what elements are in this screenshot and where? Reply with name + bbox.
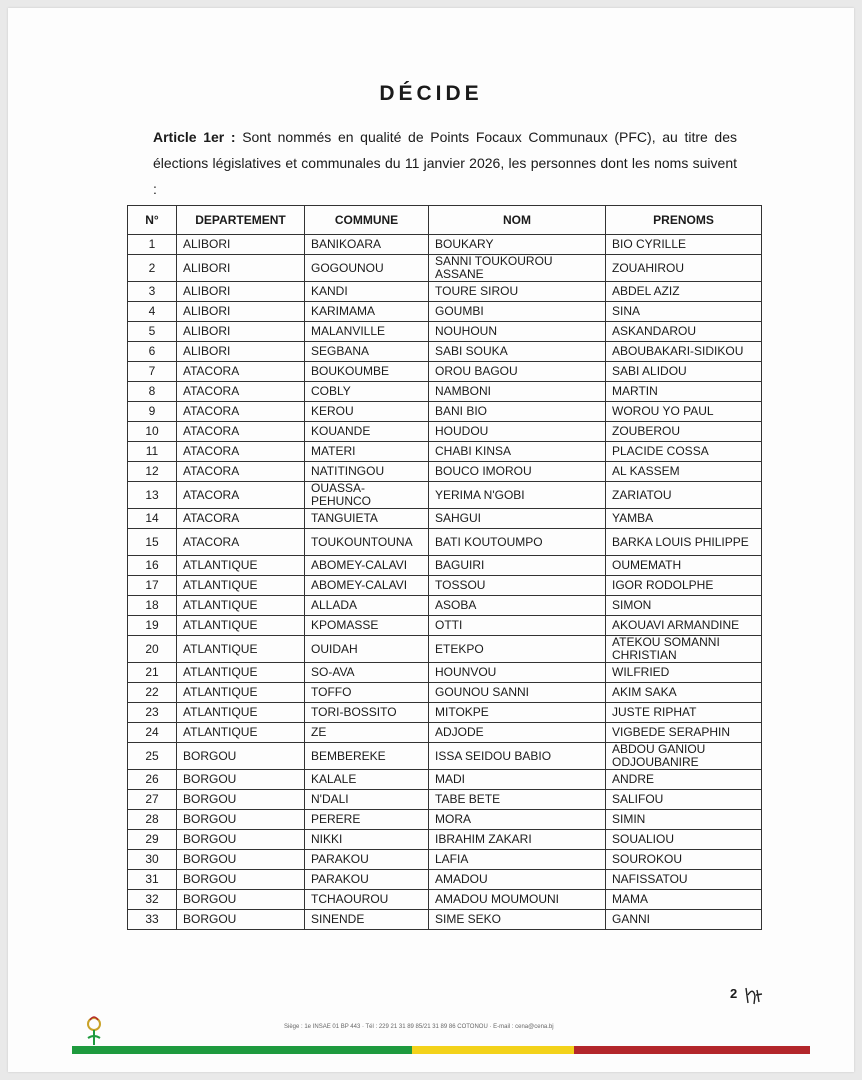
cell-number: 10 [128, 422, 177, 442]
article-paragraph [153, 124, 737, 202]
cell-commune: SO-AVA [305, 663, 429, 683]
table-row [128, 422, 762, 442]
table-row [128, 810, 762, 830]
cell-departement: ATLANTIQUE [177, 616, 305, 636]
cell-nom: YERIMA N'GOBI [429, 482, 606, 509]
cell-nom: BATI KOUTOUMPO [429, 529, 606, 556]
cell-prenoms: WOROU YO PAUL [606, 402, 762, 422]
cell-departement: BORGOU [177, 790, 305, 810]
cell-commune: TOUKOUNTOUNA [305, 529, 429, 556]
cell-departement: ALIBORI [177, 282, 305, 302]
cell-number: 13 [128, 482, 177, 509]
cell-departement: ATLANTIQUE [177, 636, 305, 663]
cell-departement: BORGOU [177, 770, 305, 790]
cell-prenoms: SOUALIOU [606, 830, 762, 850]
cell-departement: ALIBORI [177, 342, 305, 362]
flag-color-band [72, 1046, 810, 1054]
table-row [128, 723, 762, 743]
cell-prenoms: ABOUBAKARI-SIDIKOU [606, 342, 762, 362]
cell-prenoms: SABI ALIDOU [606, 362, 762, 382]
cell-commune: PARAKOU [305, 850, 429, 870]
cell-departement: BORGOU [177, 850, 305, 870]
cell-prenoms: SOUROKOU [606, 850, 762, 870]
cell-commune: BEMBEREKE [305, 743, 429, 770]
cell-prenoms: JUSTE RIPHAT [606, 703, 762, 723]
cell-departement: ALIBORI [177, 322, 305, 342]
cell-nom: ASOBA [429, 596, 606, 616]
table-row [128, 596, 762, 616]
cell-departement: BORGOU [177, 743, 305, 770]
cell-number: 21 [128, 663, 177, 683]
cell-prenoms: BARKA LOUIS PHILIPPE [606, 529, 762, 556]
cell-departement: ATACORA [177, 362, 305, 382]
cell-nom: LAFIA [429, 850, 606, 870]
cell-nom: SAHGUI [429, 509, 606, 529]
cell-departement: ATLANTIQUE [177, 556, 305, 576]
cell-nom: MADI [429, 770, 606, 790]
table-row [128, 850, 762, 870]
cell-departement: ALIBORI [177, 302, 305, 322]
cell-number: 16 [128, 556, 177, 576]
cell-number: 24 [128, 723, 177, 743]
cell-number: 8 [128, 382, 177, 402]
cell-number: 33 [128, 910, 177, 930]
flag-yellow-stripe [412, 1046, 574, 1054]
cell-number: 18 [128, 596, 177, 616]
table-row [128, 770, 762, 790]
cell-nom: BAGUIRI [429, 556, 606, 576]
table-header-row [128, 206, 762, 235]
cell-nom: NOUHOUN [429, 322, 606, 342]
table-row [128, 683, 762, 703]
cell-commune: NIKKI [305, 830, 429, 850]
cell-nom: HOUNVOU [429, 663, 606, 683]
cell-number: 20 [128, 636, 177, 663]
cell-departement: BORGOU [177, 910, 305, 930]
cell-commune: ALLADA [305, 596, 429, 616]
cell-commune: COBLY [305, 382, 429, 402]
cell-commune: GOGOUNOU [305, 255, 429, 282]
cell-commune: ABOMEY-CALAVI [305, 556, 429, 576]
cell-commune: PERERE [305, 810, 429, 830]
table-row [128, 830, 762, 850]
table-row [128, 663, 762, 683]
cell-prenoms: VIGBEDE SERAPHIN [606, 723, 762, 743]
footer-address: Siège : 1e INSAE 01 BP 443 · Tél : 229 21 31 89 85/21 31 89 86 COTONOU · E-mail : cena@cena.bj [284, 1024, 554, 1030]
cell-prenoms: YAMBA [606, 509, 762, 529]
cell-commune: KOUANDE [305, 422, 429, 442]
cell-departement: ATACORA [177, 402, 305, 422]
cell-number: 30 [128, 850, 177, 870]
cell-commune: KPOMASSE [305, 616, 429, 636]
cell-departement: ATACORA [177, 462, 305, 482]
table-row [128, 529, 762, 556]
table-row [128, 870, 762, 890]
cell-nom: OROU BAGOU [429, 362, 606, 382]
cell-commune: TCHAOUROU [305, 890, 429, 910]
table-row [128, 482, 762, 509]
cell-prenoms: SIMIN [606, 810, 762, 830]
cell-prenoms: GANNI [606, 910, 762, 930]
header-commune: COMMUNE [305, 206, 429, 235]
cell-nom: AMADOU [429, 870, 606, 890]
cell-prenoms: SINA [606, 302, 762, 322]
cell-commune: NATITINGOU [305, 462, 429, 482]
cell-departement: ATACORA [177, 529, 305, 556]
cell-nom: SIME SEKO [429, 910, 606, 930]
cell-nom: HOUDOU [429, 422, 606, 442]
cell-prenoms: PLACIDE COSSA [606, 442, 762, 462]
cell-number: 3 [128, 282, 177, 302]
cell-commune: PARAKOU [305, 870, 429, 890]
cell-number: 2 [128, 255, 177, 282]
table-row [128, 462, 762, 482]
cell-nom: ADJODE [429, 723, 606, 743]
cell-number: 17 [128, 576, 177, 596]
cell-commune: KEROU [305, 402, 429, 422]
header-nom: NOM [429, 206, 606, 235]
cell-prenoms: AKOUAVI ARMANDINE [606, 616, 762, 636]
table-row [128, 322, 762, 342]
cell-prenoms: AKIM SAKA [606, 683, 762, 703]
table-row [128, 743, 762, 770]
cell-nom: SABI SOUKA [429, 342, 606, 362]
cell-prenoms: ABDOU GANIOU ODJOUBANIRE [606, 743, 762, 770]
cell-nom: TOURE SIROU [429, 282, 606, 302]
cell-departement: ATACORA [177, 422, 305, 442]
cell-nom: IBRAHIM ZAKARI [429, 830, 606, 850]
header-departement: DEPARTEMENT [177, 206, 305, 235]
emblem-icon [80, 1012, 108, 1048]
cell-departement: ATACORA [177, 482, 305, 509]
cell-nom: OTTI [429, 616, 606, 636]
cell-departement: BORGOU [177, 830, 305, 850]
cell-number: 29 [128, 830, 177, 850]
cell-departement: ATLANTIQUE [177, 663, 305, 683]
cell-nom: BOUCO IMOROU [429, 462, 606, 482]
table-row [128, 382, 762, 402]
cell-nom: MITOKPE [429, 703, 606, 723]
table-row [128, 616, 762, 636]
article-text: Sont nommés en qualité de Points Focaux Communaux (PFC), au titre des élections législatives et communales du 11 janvier 2026, les personnes dont les noms suivent : [153, 129, 737, 197]
table-row [128, 790, 762, 810]
cell-departement: ATLANTIQUE [177, 596, 305, 616]
initials-signature-icon [742, 984, 764, 1006]
cell-departement: ALIBORI [177, 255, 305, 282]
cell-prenoms: MARTIN [606, 382, 762, 402]
cell-departement: BORGOU [177, 890, 305, 910]
table-row [128, 703, 762, 723]
cell-nom: TABE BETE [429, 790, 606, 810]
cell-number: 14 [128, 509, 177, 529]
cell-departement: ATACORA [177, 382, 305, 402]
cell-number: 11 [128, 442, 177, 462]
cell-nom: ETEKPO [429, 636, 606, 663]
table-row [128, 302, 762, 322]
cell-number: 23 [128, 703, 177, 723]
cell-commune: ABOMEY-CALAVI [305, 576, 429, 596]
cell-commune: KALALE [305, 770, 429, 790]
table-row [128, 576, 762, 596]
cell-commune: MATERI [305, 442, 429, 462]
table-row [128, 890, 762, 910]
cell-prenoms: BIO CYRILLE [606, 235, 762, 255]
cell-commune: TANGUIETA [305, 509, 429, 529]
cell-departement: ATLANTIQUE [177, 576, 305, 596]
table-row [128, 442, 762, 462]
table-row [128, 282, 762, 302]
cell-number: 1 [128, 235, 177, 255]
cell-number: 9 [128, 402, 177, 422]
cell-departement: ATACORA [177, 442, 305, 462]
cell-commune: MALANVILLE [305, 322, 429, 342]
cell-prenoms: SALIFOU [606, 790, 762, 810]
header-number: N° [128, 206, 177, 235]
cell-commune: ZE [305, 723, 429, 743]
document-title: DÉCIDE [379, 82, 483, 105]
cell-commune: BOUKOUMBE [305, 362, 429, 382]
cell-number: 31 [128, 870, 177, 890]
cell-number: 25 [128, 743, 177, 770]
cell-commune: SEGBANA [305, 342, 429, 362]
cell-number: 32 [128, 890, 177, 910]
cell-prenoms: IGOR RODOLPHE [606, 576, 762, 596]
cell-commune: TORI-BOSSITO [305, 703, 429, 723]
cell-number: 6 [128, 342, 177, 362]
cell-departement: ALIBORI [177, 235, 305, 255]
cell-prenoms: ABDEL AZIZ [606, 282, 762, 302]
cell-prenoms: WILFRIED [606, 663, 762, 683]
cell-nom: MORA [429, 810, 606, 830]
header-prenoms: PRENOMS [606, 206, 762, 235]
cell-number: 27 [128, 790, 177, 810]
cell-commune: SINENDE [305, 910, 429, 930]
table-row [128, 235, 762, 255]
cell-number: 5 [128, 322, 177, 342]
cell-prenoms: OUMEMATH [606, 556, 762, 576]
page-number: 2 [730, 986, 738, 1001]
cell-nom: TOSSOU [429, 576, 606, 596]
cell-departement: ATACORA [177, 509, 305, 529]
cell-nom: GOUNOU SANNI [429, 683, 606, 703]
cell-commune: BANIKOARA [305, 235, 429, 255]
table-row [128, 910, 762, 930]
cell-prenoms: ASKANDAROU [606, 322, 762, 342]
article-label: Article 1er : [153, 129, 236, 145]
cell-prenoms: ZOUAHIROU [606, 255, 762, 282]
cell-prenoms: MAMA [606, 890, 762, 910]
cell-departement: ATLANTIQUE [177, 703, 305, 723]
cell-commune: N'DALI [305, 790, 429, 810]
cell-nom: CHABI KINSA [429, 442, 606, 462]
cell-nom: NAMBONI [429, 382, 606, 402]
cell-number: 28 [128, 810, 177, 830]
cell-prenoms: AL KASSEM [606, 462, 762, 482]
cell-prenoms: ZOUBEROU [606, 422, 762, 442]
cell-commune: TOFFO [305, 683, 429, 703]
cell-nom: AMADOU MOUMOUNI [429, 890, 606, 910]
cell-prenoms: SIMON [606, 596, 762, 616]
cell-commune: OUASSA-PEHUNCO [305, 482, 429, 509]
table-row [128, 509, 762, 529]
cell-commune: OUIDAH [305, 636, 429, 663]
cell-commune: KANDI [305, 282, 429, 302]
cell-departement: BORGOU [177, 810, 305, 830]
cell-prenoms: NAFISSATOU [606, 870, 762, 890]
table-row [128, 342, 762, 362]
cell-number: 7 [128, 362, 177, 382]
flag-red-stripe [574, 1046, 810, 1054]
flag-green-stripe [72, 1046, 412, 1054]
cell-nom: SANNI TOUKOUROU ASSANE [429, 255, 606, 282]
cell-number: 22 [128, 683, 177, 703]
cell-prenoms: ANDRE [606, 770, 762, 790]
table-row [128, 556, 762, 576]
cell-number: 4 [128, 302, 177, 322]
cell-nom: BOUKARY [429, 235, 606, 255]
cell-number: 12 [128, 462, 177, 482]
cell-nom: GOUMBI [429, 302, 606, 322]
cell-prenoms: ATEKOU SOMANNI CHRISTIAN [606, 636, 762, 663]
cell-departement: BORGOU [177, 870, 305, 890]
cell-number: 19 [128, 616, 177, 636]
cell-nom: ISSA SEIDOU BABIO [429, 743, 606, 770]
focal-points-table [127, 205, 762, 930]
table-row [128, 402, 762, 422]
cell-nom: BANI BIO [429, 402, 606, 422]
table-row [128, 636, 762, 663]
cell-commune: KARIMAMA [305, 302, 429, 322]
cell-number: 15 [128, 529, 177, 556]
cell-departement: ATLANTIQUE [177, 683, 305, 703]
cell-number: 26 [128, 770, 177, 790]
cell-prenoms: ZARIATOU [606, 482, 762, 509]
table-row [128, 362, 762, 382]
cell-departement: ATLANTIQUE [177, 723, 305, 743]
table-row [128, 255, 762, 282]
